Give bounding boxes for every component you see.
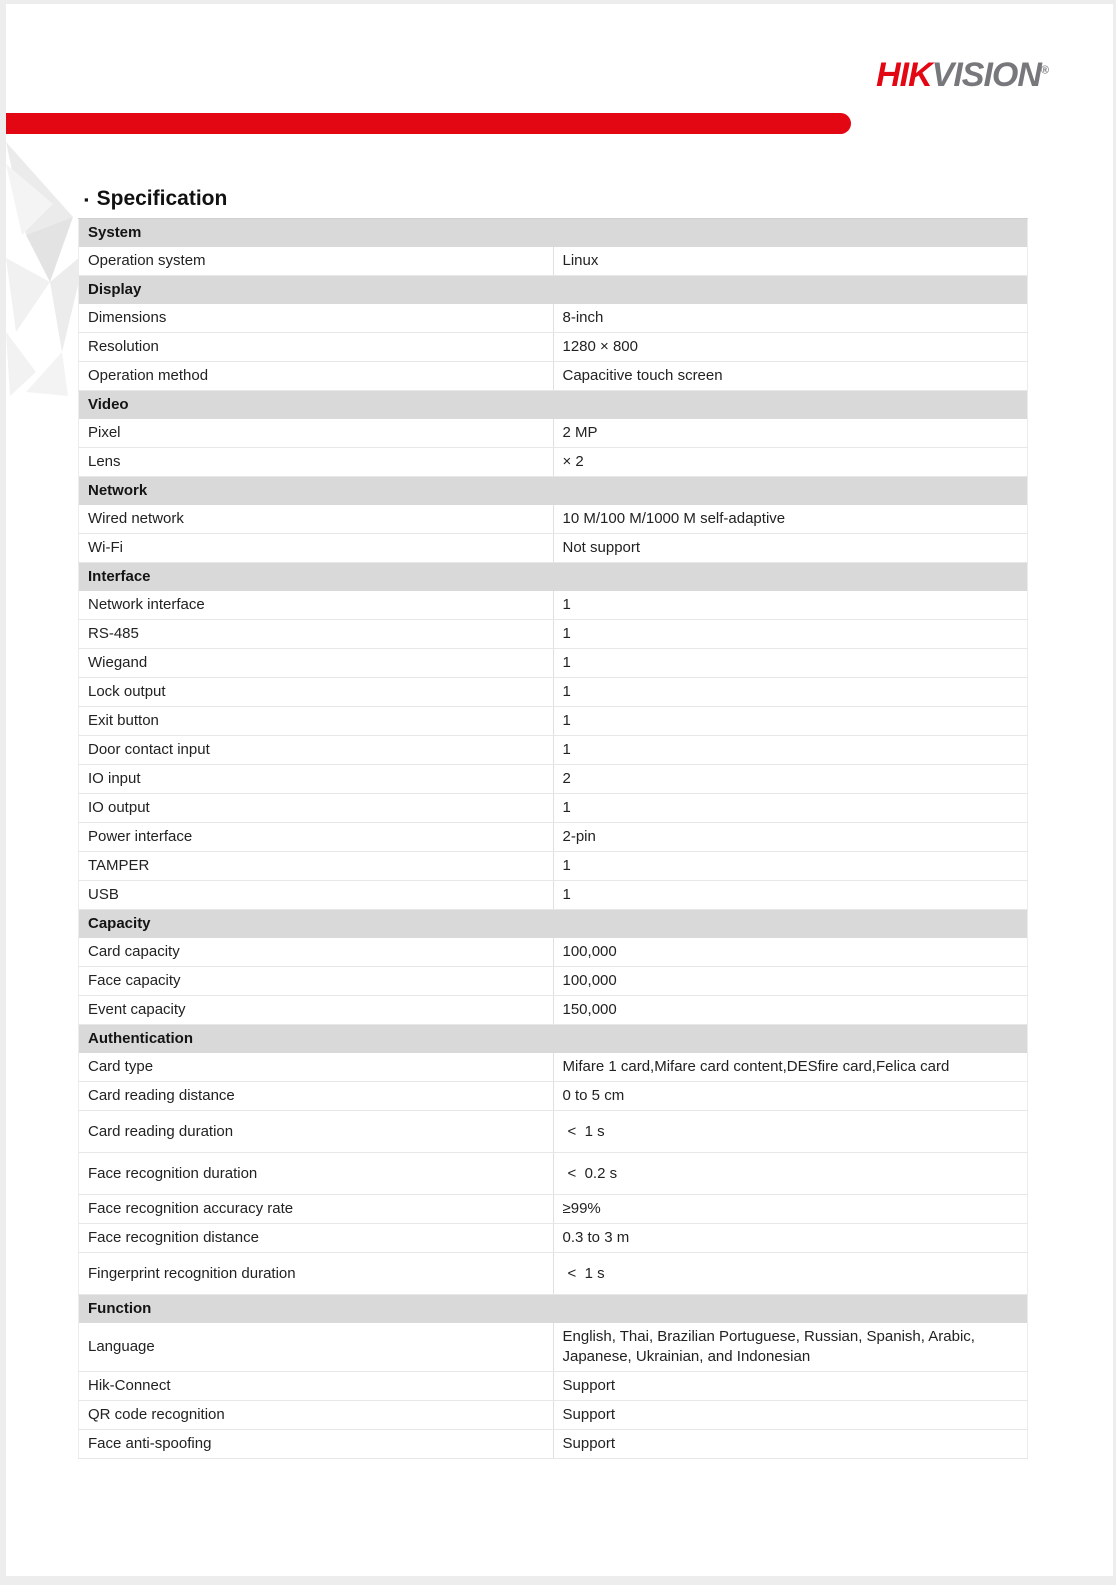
spec-value: 100,000 xyxy=(553,938,1028,967)
spec-label: Power interface xyxy=(79,823,554,852)
section-header-row xyxy=(79,477,1028,506)
spec-label: Wired network xyxy=(79,505,554,534)
section-header-row xyxy=(79,1295,1028,1324)
section-title: Interface xyxy=(79,563,1028,592)
spec-label: QR code recognition xyxy=(79,1401,554,1430)
spec-value: Support xyxy=(553,1372,1028,1401)
spec-value: 1 xyxy=(553,620,1028,649)
spec-label: Card reading distance xyxy=(79,1082,554,1111)
spec-table xyxy=(78,218,1028,1459)
spec-label: RS-485 xyxy=(79,620,554,649)
spec-value: Linux xyxy=(553,247,1028,276)
spec-value: 1 xyxy=(553,678,1028,707)
spec-value: 1 xyxy=(553,649,1028,678)
spec-row xyxy=(79,304,1028,333)
spec-label: Dimensions xyxy=(79,304,554,333)
spec-value: × 2 xyxy=(553,448,1028,477)
spec-value: 2-pin xyxy=(553,823,1028,852)
spec-row xyxy=(79,1323,1028,1372)
spec-row xyxy=(79,707,1028,736)
spec-label: Language xyxy=(79,1323,554,1372)
spec-row xyxy=(79,938,1028,967)
spec-value: ≥99% xyxy=(553,1195,1028,1224)
section-header-row xyxy=(79,219,1028,248)
spec-row xyxy=(79,620,1028,649)
spec-label: Hik-Connect xyxy=(79,1372,554,1401)
spec-value: 1 xyxy=(553,852,1028,881)
spec-row xyxy=(79,678,1028,707)
logo-hik-text: HIK xyxy=(876,56,932,94)
spec-label: TAMPER xyxy=(79,852,554,881)
datasheet-page xyxy=(6,4,1113,1576)
spec-value: 1 xyxy=(553,881,1028,910)
spec-row xyxy=(79,823,1028,852)
spec-row xyxy=(79,333,1028,362)
spec-label: Exit button xyxy=(79,707,554,736)
spec-value: 10 M/100 M/1000 M self-adaptive xyxy=(553,505,1028,534)
spec-label: Card type xyxy=(79,1053,554,1082)
page-title-text: Specification xyxy=(96,187,228,210)
spec-label: IO input xyxy=(79,765,554,794)
spec-value: 8-inch xyxy=(553,304,1028,333)
spec-label: Door contact input xyxy=(79,736,554,765)
section-title: Display xyxy=(79,276,1028,305)
spec-label: Card reading duration xyxy=(79,1111,554,1153)
spec-value: 2 MP xyxy=(553,419,1028,448)
logo-vision-text: VISION xyxy=(931,56,1041,94)
spec-label: Event capacity xyxy=(79,996,554,1025)
spec-label: Face anti-spoofing xyxy=(79,1430,554,1459)
spec-table-body xyxy=(79,219,1028,1459)
spec-row xyxy=(79,1401,1028,1430)
spec-label: Resolution xyxy=(79,333,554,362)
section-header-row xyxy=(79,563,1028,592)
spec-row xyxy=(79,852,1028,881)
registered-trademark-icon: ® xyxy=(1040,64,1049,77)
spec-value: Support xyxy=(553,1401,1028,1430)
spec-row xyxy=(79,881,1028,910)
section-header-row xyxy=(79,391,1028,420)
spec-value: Support xyxy=(553,1430,1028,1459)
spec-row xyxy=(79,996,1028,1025)
spec-label: Lock output xyxy=(79,678,554,707)
spec-row xyxy=(79,1053,1028,1082)
spec-label: USB xyxy=(79,881,554,910)
spec-row xyxy=(79,1224,1028,1253)
spec-label: Fingerprint recognition duration xyxy=(79,1253,554,1295)
spec-row xyxy=(79,1372,1028,1401)
spec-label: Face capacity xyxy=(79,967,554,996)
spec-value: 0 to 5 cm xyxy=(553,1082,1028,1111)
content-area xyxy=(78,187,1028,1459)
section-header-row xyxy=(79,1025,1028,1054)
page-title xyxy=(78,187,1028,211)
spec-value: 2 xyxy=(553,765,1028,794)
spec-label: Card capacity xyxy=(79,938,554,967)
spec-row xyxy=(79,736,1028,765)
spec-value: Not support xyxy=(553,534,1028,563)
section-title: Network xyxy=(79,477,1028,506)
spec-value: 1 xyxy=(553,736,1028,765)
spec-label: Face recognition accuracy rate xyxy=(79,1195,554,1224)
spec-label: Face recognition distance xyxy=(79,1224,554,1253)
spec-row xyxy=(79,1111,1028,1153)
spec-row xyxy=(79,1082,1028,1111)
spec-row xyxy=(79,649,1028,678)
spec-row xyxy=(79,1195,1028,1224)
spec-value: 0.3 to 3 m xyxy=(553,1224,1028,1253)
spec-value: Mifare 1 card,Mifare card content,DESfire card,Felica card xyxy=(553,1053,1028,1082)
section-title: Function xyxy=(79,1295,1028,1324)
spec-label: Wiegand xyxy=(79,649,554,678)
spec-row xyxy=(79,247,1028,276)
section-title: System xyxy=(79,219,1028,248)
spec-row xyxy=(79,534,1028,563)
spec-row xyxy=(79,505,1028,534)
spec-row xyxy=(79,448,1028,477)
spec-value: 1 xyxy=(553,707,1028,736)
spec-row xyxy=(79,362,1028,391)
spec-label: Operation system xyxy=(79,247,554,276)
spec-value: Capacitive touch screen xyxy=(553,362,1028,391)
spec-row xyxy=(79,794,1028,823)
spec-row xyxy=(79,765,1028,794)
section-header-row xyxy=(79,910,1028,939)
section-title: Capacity xyxy=(79,910,1028,939)
spec-value: < 1 s xyxy=(553,1253,1028,1295)
spec-row xyxy=(79,1253,1028,1295)
section-title: Authentication xyxy=(79,1025,1028,1054)
spec-value: 100,000 xyxy=(553,967,1028,996)
spec-value: 1 xyxy=(553,794,1028,823)
section-header-row xyxy=(79,276,1028,305)
spec-row xyxy=(79,967,1028,996)
spec-label: Operation method xyxy=(79,362,554,391)
spec-value: < 1 s xyxy=(553,1111,1028,1153)
square-bullet-icon: ▪ xyxy=(84,191,89,207)
spec-row xyxy=(79,1153,1028,1195)
spec-label: Lens xyxy=(79,448,554,477)
spec-label: Face recognition duration xyxy=(79,1153,554,1195)
spec-value: 1 xyxy=(553,591,1028,620)
spec-label: Pixel xyxy=(79,419,554,448)
spec-row xyxy=(79,419,1028,448)
spec-value: English, Thai, Brazilian Portuguese, Russian, Spanish, Arabic, Japanese, Ukrainian, and Indonesian xyxy=(553,1323,1028,1372)
section-title: Video xyxy=(79,391,1028,420)
spec-label: IO output xyxy=(79,794,554,823)
spec-label: Network interface xyxy=(79,591,554,620)
spec-label: Wi-Fi xyxy=(79,534,554,563)
spec-value: < 0.2 s xyxy=(553,1153,1028,1195)
hikvision-logo xyxy=(876,56,1049,95)
red-accent-bar xyxy=(6,113,851,134)
spec-value: 150,000 xyxy=(553,996,1028,1025)
spec-row xyxy=(79,591,1028,620)
spec-row xyxy=(79,1430,1028,1459)
spec-value: 1280 × 800 xyxy=(553,333,1028,362)
